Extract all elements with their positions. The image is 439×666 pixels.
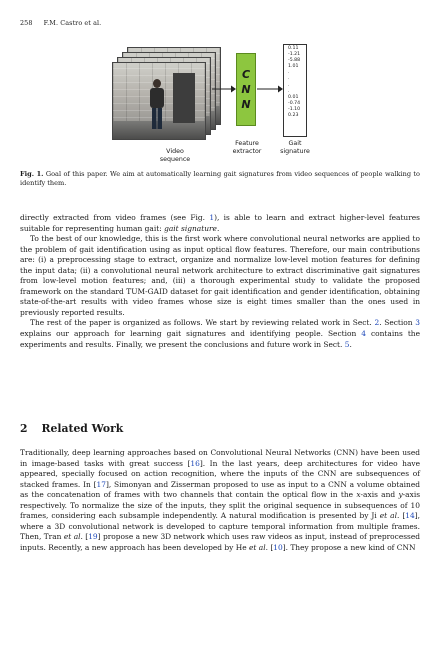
section-ref-link[interactable]: 4 [361, 329, 366, 339]
section-ref-link[interactable]: 3 [415, 318, 420, 328]
caption-label: Fig. 1. [20, 170, 44, 178]
section-ref-link[interactable]: 2 [374, 318, 380, 328]
citation-link[interactable]: 14 [405, 511, 415, 521]
paragraph: directly extracted from video frames (see Fig. 1), is able to learn and extract higher-level features suitable for representing human gait: gait signature. [20, 213, 420, 233]
running-authors: F.M. Castro et al. [43, 19, 102, 27]
section-number: 2 [20, 422, 28, 435]
paragraph: Traditionally, deep learning approaches based on Convolutional Neural Networks (CNN) have been used in image-based tasks with great success [16]. In the last years, deep architectures for video have appeared, specially focused on action recognition, where the inputs of the CNN are subsequences of stacked frames. In [17], Simonyan and Zisserman proposed to use as input to a CNN a volume obtained as the concatenation of frames with two channels that contain the optical flow in the x-axis and y-axis respectively. To normalize the size of the inputs, they split the original sequence in subsequences of 10 frames, considering each subsample independently. A natural modification is presented by Ji et al. [14], where a 3D convolutional network is developed to capture temporal information from multiple frames. Then, Tran et al. [19] propose a new 3D network which uses raw videos as input, instead of preprocessed inputs. Recently, a new approach has been developed by He et al. [10]. They propose a new kind of CNN [20, 448, 421, 552]
gait-signature-vector: 0.11 -1.21 -5.88 1.01 . . . . 0.01 -0.74 -1.10 0.23 [283, 44, 307, 137]
arrow-to-signature [257, 84, 283, 94]
caption-text: Goal of this paper. We aim at automatically learning gait signatures from video sequences of people walking to identify them. [20, 170, 420, 187]
figure-1 [0, 0, 439, 170]
page-number: 258 [20, 19, 33, 27]
citation-link[interactable]: 19 [88, 532, 98, 542]
emphasis: gait signature [164, 223, 217, 233]
figure-caption [20, 170, 420, 188]
video-frame [112, 62, 206, 140]
body-text-lower [20, 448, 420, 553]
paragraph: The rest of the paper is organized as follows. We start by reviewing related work in Sect. 2. Section 3 explains our approach for learning gait signatures and identifying people. Section 4 contains the experiments and results. Finally, we present the conclusions and future work in Sect. 5. [20, 318, 420, 349]
figure-ref-link[interactable]: 1 [209, 213, 215, 222]
arrow-to-extractor [212, 84, 236, 94]
citation-link[interactable]: 17 [96, 479, 106, 489]
video-frame-stack [112, 47, 222, 143]
section-heading [20, 422, 123, 435]
cnn-feature-extractor: C N N [236, 53, 256, 126]
citation-link[interactable]: 10 [273, 542, 283, 552]
paragraph: To the best of our knowledge, this is the first work where convolutional neural networks are applied to the problem of gait identification using as input optical flow features. Therefore, our main contributions are: (i) a preprocessing stage to extract, organize and normalize low-level motion features for defining the input data; (ii) a convolutional neural network architecture to extract discriminative gait signatures from low-level motion features; and, (iii) a thorough experimental study to validate the proposed framework on the standard TUM-GAID dataset for gait identification and gender identification, obtaining state-of-the-art results with video frames whose size is eight times smaller than the ones used in previously reported results. [20, 234, 420, 317]
feature-extractor-label: Feature extractor [232, 140, 262, 155]
walking-person [149, 79, 165, 129]
body-text-upper [20, 213, 420, 350]
video-sequence-label: Video sequence [159, 148, 191, 163]
section-title-text: Related Work [41, 422, 124, 435]
gait-signature-label: Gait signature [280, 140, 310, 155]
citation-link[interactable]: 16 [190, 458, 200, 468]
section-ref-link[interactable]: 5 [344, 339, 350, 349]
